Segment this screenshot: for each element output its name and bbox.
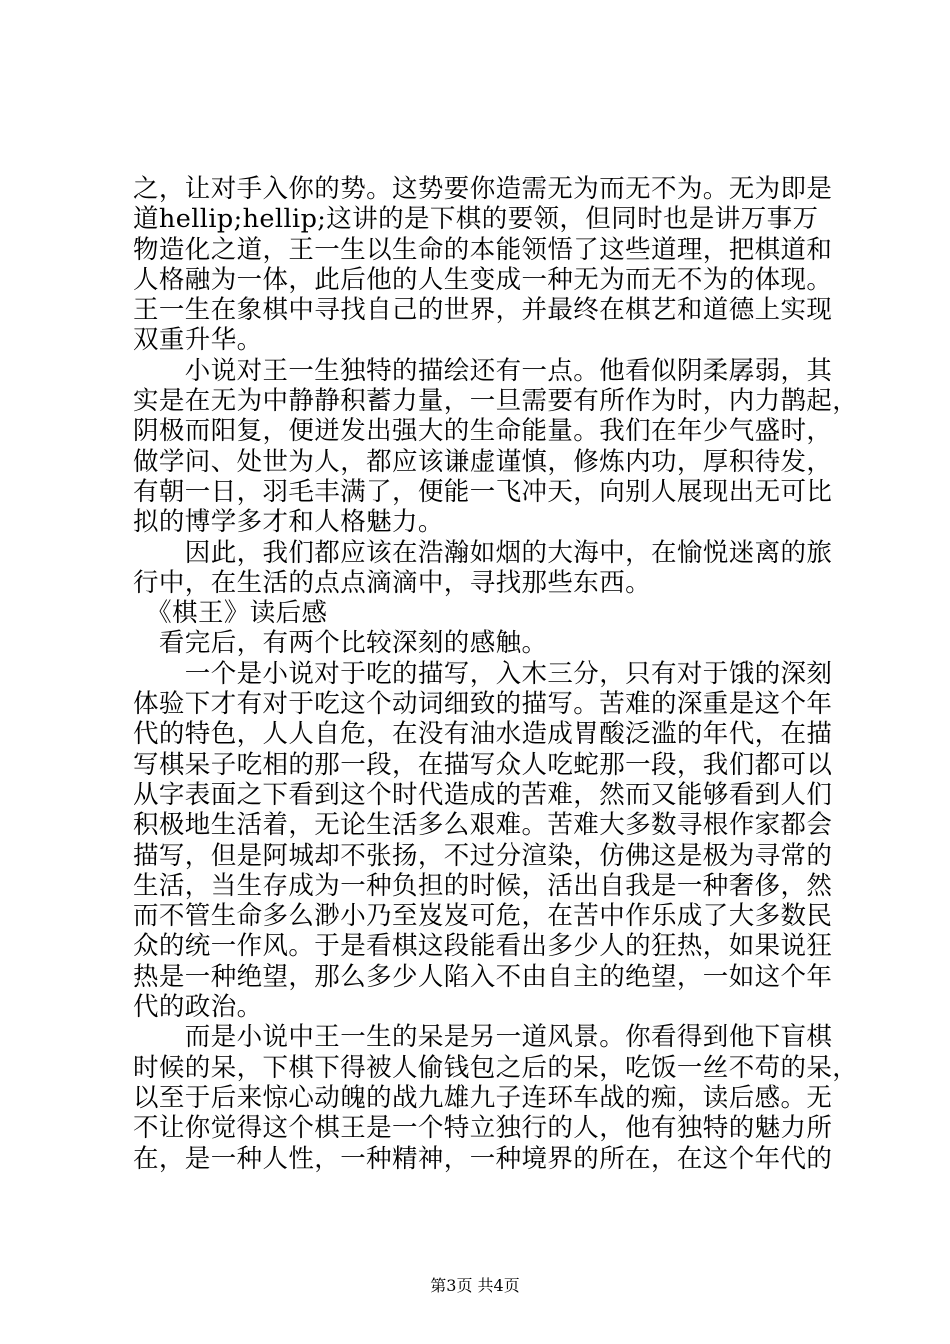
text-line: 时候的呆，下棋下得被人偷钱包之后的呆，吃饭一丝不苟的呆， — [133, 1052, 859, 1083]
text-line: 代的特色，人人自危，在没有油水造成胃酸泛滥的年代，在描 — [133, 719, 833, 750]
body-text — [133, 174, 859, 1174]
text-line: 代的政治。 — [133, 992, 263, 1023]
text-line: 在，是一种人性，一种精神，一种境界的所在，在这个年代的 — [133, 1143, 833, 1174]
text-line: 因此，我们都应该在浩瀚如烟的大海中，在愉悦迷离的旅 — [133, 537, 833, 568]
text-line: 做学问、处世为人，都应该谦虚谨慎，修炼内功，厚积待发， — [133, 446, 833, 477]
text-line: 不让你觉得这个棋王是一个特立独行的人，他有独特的魅力所 — [133, 1113, 833, 1144]
text-line: 实是在无为中静静积蓄力量，一旦需要有所作为时，内力鹊起， — [133, 386, 859, 417]
text-line: 道hellip;hellip;这讲的是下棋的要领，但同时也是讲万事万 — [133, 204, 819, 235]
text-line: 小说对王一生独特的描绘还有一点。他看似阴柔孱弱，其 — [133, 355, 833, 386]
text-line: 而不管生命多么渺小乃至岌岌可危，在苦中作乐成了大多数民 — [133, 901, 833, 932]
text-line: 体验下才有对于吃这个动词细致的描写。苦难的深重是这个年 — [133, 689, 833, 720]
section-title: 《棋王》读后感 — [133, 598, 328, 629]
text-line: 而是小说中王一生的呆是另一道风景。你看得到他下盲棋 — [133, 1022, 833, 1053]
text-line: 一个是小说对于吃的描写，入木三分，只有对于饿的深刻 — [133, 658, 833, 689]
text-line: 之，让对手入你的势。这势要你造需无为而无不为。无为即是 — [133, 174, 833, 204]
text-line: 从字表面之下看到这个时代造成的苦难，然而又能够看到人们 — [133, 779, 833, 810]
text-line: 人格融为一体，此后他的人生变成一种无为而无不为的体现。 — [133, 264, 833, 295]
text-line: 以至于后来惊心动魄的战九雄九子连环车战的痴，读后感。无 — [133, 1082, 833, 1113]
text-line: 阴极而阳复，便迸发出强大的生命能量。我们在年少气盛时， — [133, 416, 833, 447]
text-line: 行中，在生活的点点滴滴中，寻找那些东西。 — [133, 567, 652, 598]
text-line: 双重升华。 — [133, 325, 263, 356]
text-line: 看完后，有两个比较深刻的感触。 — [133, 628, 548, 659]
text-line: 王一生在象棋中寻找自己的世界，并最终在棋艺和道德上实现 — [133, 295, 833, 326]
text-line: 生活，当生存成为一种负担的时候，活出自我是一种奢侈，然 — [133, 870, 833, 901]
text-line: 积极地生活着，无论生活多么艰难。苦难大多数寻根作家都会 — [133, 810, 833, 841]
text-line: 有朝一日，羽毛丰满了，便能一飞冲天，向别人展现出无可比 — [133, 476, 833, 507]
text-line: 众的统一作风。于是看棋这段能看出多少人的狂热，如果说狂 — [133, 931, 833, 962]
text-line: 写棋呆子吃相的那一段，在描写众人吃蛇那一段，我们都可以 — [133, 749, 833, 780]
text-line: 描写，但是阿城却不张扬，不过分渲染，仿佛这是极为寻常的 — [133, 840, 833, 871]
page-number-footer: 第3页 共4页 — [430, 1276, 520, 1295]
text-line: 物造化之道，王一生以生命的本能领悟了这些道理，把棋道和 — [133, 234, 833, 265]
text-line: 拟的博学多才和人格魅力。 — [133, 507, 444, 538]
text-line: 热是一种绝望，那么多少人陷入不由自主的绝望，一如这个年 — [133, 961, 833, 992]
